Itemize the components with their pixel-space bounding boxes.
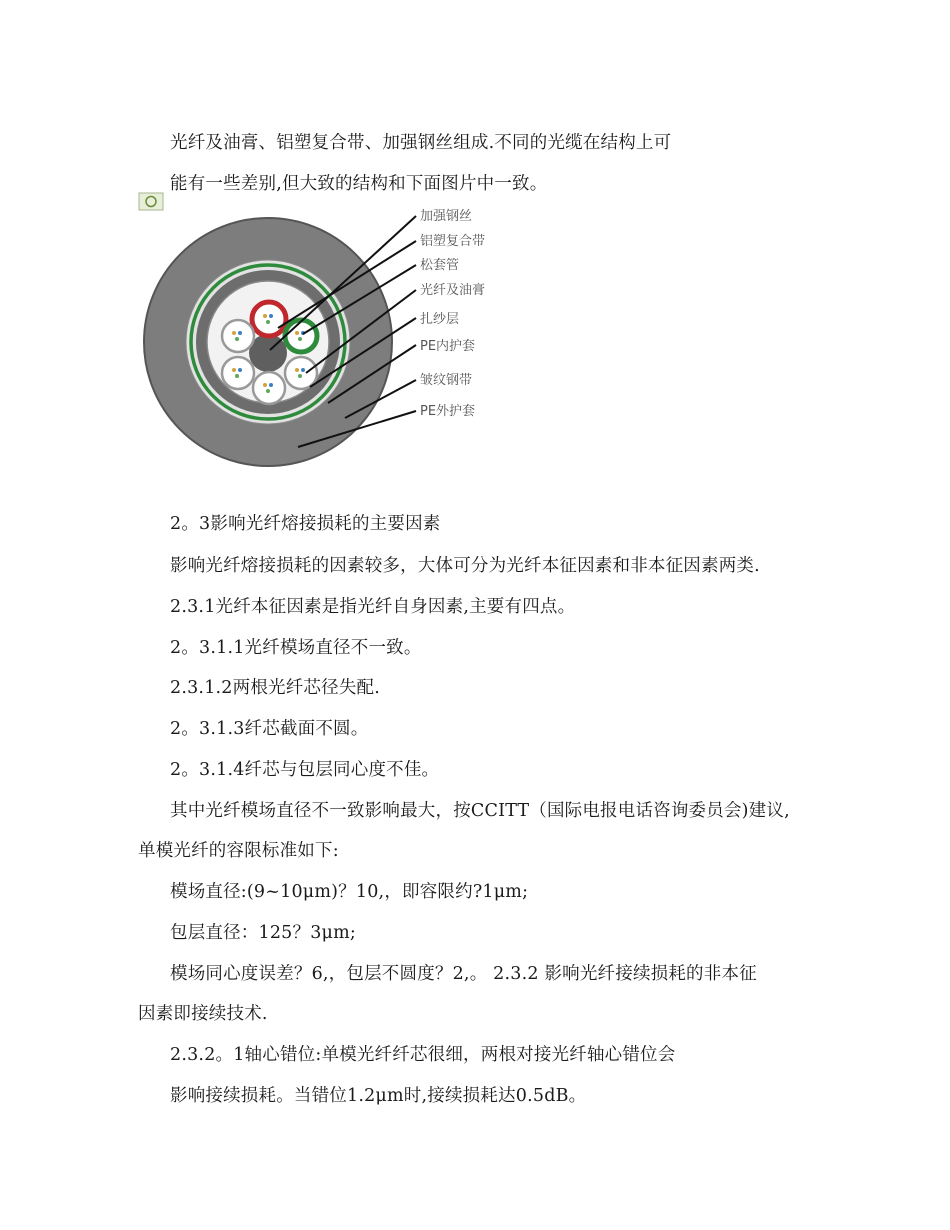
label-strength-wire: 加强钢丝 bbox=[420, 209, 473, 224]
label-binder-yarn: 扎纱层 bbox=[420, 312, 460, 327]
loose-tube-right bbox=[285, 357, 317, 389]
intro-line-2: 能有一些差别,但大致的结构和下面图片中一致。 bbox=[170, 174, 548, 194]
body-line-10: 模场直径:(9~10μm)？10,，即容限约?1μm; bbox=[170, 882, 529, 902]
body-line-12: 模场同心度误差？6,，包层不圆度？2,。 2.3.2 影响光纤接续损耗的非本征 bbox=[170, 964, 757, 984]
body-line-3: 2.3.1光纤本征因素是指光纤自身因素,主要有四点。 bbox=[170, 597, 576, 617]
body-line-13: 因素即接续技术. bbox=[138, 1004, 268, 1024]
label-aluminum-plastic-tape: 铝塑复合带 bbox=[420, 234, 486, 249]
loose-tube-left-bottom bbox=[222, 357, 254, 389]
body-line-9: 单模光纤的容限标准如下: bbox=[138, 841, 339, 861]
body-line-8: 其中光纤模场直径不一致影响最大，按CCITT（国际电报电话咨询委员会)建议, bbox=[170, 801, 790, 821]
label-pe-inner-sheath: PE内护套 bbox=[420, 339, 476, 354]
body-line-7: 2。3.1.4纤芯与包层同心度不佳。 bbox=[170, 760, 440, 780]
body-line-1: 2。3影响光纤熔接损耗的主要因素 bbox=[170, 514, 441, 534]
body-line-4: 2。3.1.1光纤模场直径不一致。 bbox=[170, 638, 422, 658]
cable-diagram-svg bbox=[138, 192, 518, 487]
loose-tube-left-top bbox=[222, 320, 254, 352]
loose-tube-red bbox=[252, 302, 286, 336]
label-loose-tube: 松套管 bbox=[420, 258, 460, 273]
body-line-14: 2.3.2。1轴心错位:单模光纤纤芯很细，两根对接光纤轴心错位会 bbox=[170, 1045, 676, 1065]
image-placeholder-icon bbox=[139, 193, 163, 210]
label-pe-outer-sheath: PE外护套 bbox=[420, 404, 476, 419]
label-fiber-and-gel: 光纤及油膏 bbox=[420, 283, 486, 298]
body-line-15: 影响接续损耗。当错位1.2μm时,接续损耗达0.5dB。 bbox=[170, 1086, 587, 1106]
loose-tube-bottom bbox=[253, 372, 285, 404]
body-line-2: 影响光纤熔接损耗的因素较多，大体可分为光纤本征因素和非本征因素两类. bbox=[170, 556, 760, 576]
body-line-6: 2。3.1.3纤芯截面不圆。 bbox=[170, 719, 369, 739]
body-line-5: 2.3.1.2两根光纤芯径失配. bbox=[170, 678, 380, 698]
cable-cross-section-figure bbox=[138, 192, 518, 487]
loose-tube-green bbox=[285, 320, 317, 352]
intro-line-1: 光纤及油膏、铝塑复合带、加强钢丝组成.不同的光缆在结构上可 bbox=[170, 133, 672, 153]
body-line-11: 包层直径：125？3μm; bbox=[170, 923, 356, 943]
label-corrugated-steel-tape: 皱纹钢带 bbox=[420, 373, 473, 388]
